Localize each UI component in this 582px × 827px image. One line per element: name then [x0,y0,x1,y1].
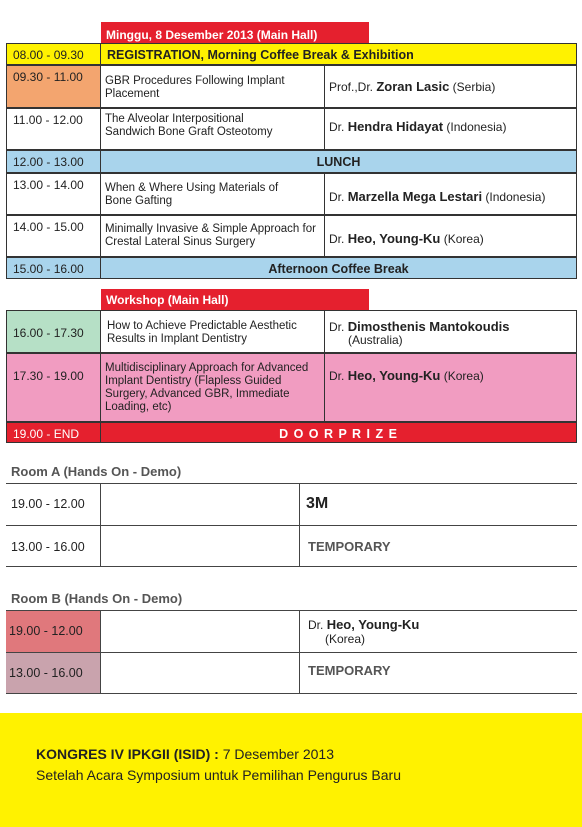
speaker-cell [324,173,577,215]
speaker-prefix: Prof.,Dr. [329,80,374,94]
footer-line-2: Setelah Acara Symposium untuk Pemilihan Pengurus Baru [36,767,401,783]
session-title: When & Where Using Materials of Bone Gafting [100,173,325,215]
time-cell: 19.00 - 12.00 [6,611,101,652]
speaker-prefix: Dr. [329,190,345,204]
speaker-name: Hendra Hidayat [347,119,444,134]
time-cell: 14.00 - 15.00 [6,215,101,257]
time-cell: 09.30 - 11.00 [6,65,101,108]
lunch-band: LUNCH [100,150,577,173]
workshop-header: Workshop (Main Hall) [101,289,369,310]
session-title: Minimally Invasive & Simple Approach for Crestal Lateral Sinus Surgery [100,215,325,257]
session-title: The Alveolar Interpositional Sandwich Bone Graft Osteotomy [100,108,325,150]
time-cell: 11.00 - 12.00 [6,108,101,150]
speaker-country: (Serbia) [452,80,496,94]
speaker-name: Heo, Young-Ku [347,368,441,383]
coffee-break-band: Afternoon Coffee Break [100,257,577,279]
divider [6,652,577,653]
time-cell: 08.00 - 09.30 [6,43,101,65]
divider [100,483,101,567]
speaker-prefix: Dr. [329,232,345,246]
speaker-prefix: Dr. [329,320,345,334]
room-b-title: Room B (Hands On - Demo) [11,591,183,606]
room-a-title: Room A (Hands On - Demo) [11,464,182,479]
speaker-cell [324,353,577,422]
speaker-cell [324,65,577,108]
main-hall-header: Minggu, 8 Desember 2013 (Main Hall) [101,22,369,43]
footer-line-1 [36,746,334,762]
room-a-value: TEMPORARY [308,539,391,554]
time-cell: 17.30 - 19.00 [6,353,101,422]
registration-band: REGISTRATION, Morning Coffee Break & Exhibition [100,43,577,65]
speaker-country: (Indonesia) [446,120,507,134]
speaker-cell [324,108,577,150]
session-title: How to Achieve Predictable Aesthetic Results in Implant Dentistry [100,310,325,353]
time-cell: 12.00 - 13.00 [6,150,101,173]
speaker-name: Zoran Lasic [376,79,450,94]
speaker-country: (Australia) [348,333,403,347]
time-cell: 13.00 - 16.00 [11,540,85,554]
congress-title: KONGRES IV IPKGII (ISID) : [36,746,219,762]
time-cell: 13.00 - 14.00 [6,173,101,215]
congress-date: 7 Desember 2013 [222,746,334,762]
divider [299,610,300,694]
speaker-name: Heo, Young-Ku [326,617,420,632]
speaker-cell [324,310,577,353]
footer-banner [0,713,582,827]
divider [299,483,300,567]
speaker-prefix: Dr. [308,618,324,632]
time-cell: 15.00 - 16.00 [6,257,101,279]
doorprize-band: D O O R P R I Z E [100,422,577,443]
time-cell: 16.00 - 17.30 [6,310,101,353]
speaker-cell [308,617,419,646]
divider [6,525,577,526]
speaker-cell [324,215,577,257]
speaker-name: Dimosthenis Mantokoudis [347,319,510,334]
speaker-country: (Indonesia) [485,190,546,204]
room-b-value: TEMPORARY [308,663,391,678]
speaker-name: Heo, Young-Ku [347,231,441,246]
speaker-country: (Korea) [325,632,366,646]
time-cell: 19.00 - 12.00 [11,497,85,511]
divider [100,610,101,694]
speaker-country: (Korea) [443,369,484,383]
speaker-prefix: Dr. [329,369,345,383]
speaker-prefix: Dr. [329,120,345,134]
session-title: Multidisciplinary Approach for Advanced Implant Dentistry (Flapless Guided Surgery, Advanced GBR, Immediate Loading, etc) [100,353,325,422]
speaker-name: Marzella Mega Lestari [347,189,483,204]
time-cell: 19.00 - END [6,422,101,443]
time-cell: 13.00 - 16.00 [6,653,101,693]
room-a-value: 3M [306,495,329,512]
speaker-country: (Korea) [443,232,484,246]
session-title: GBR Procedures Following Implant Placement [100,65,325,108]
